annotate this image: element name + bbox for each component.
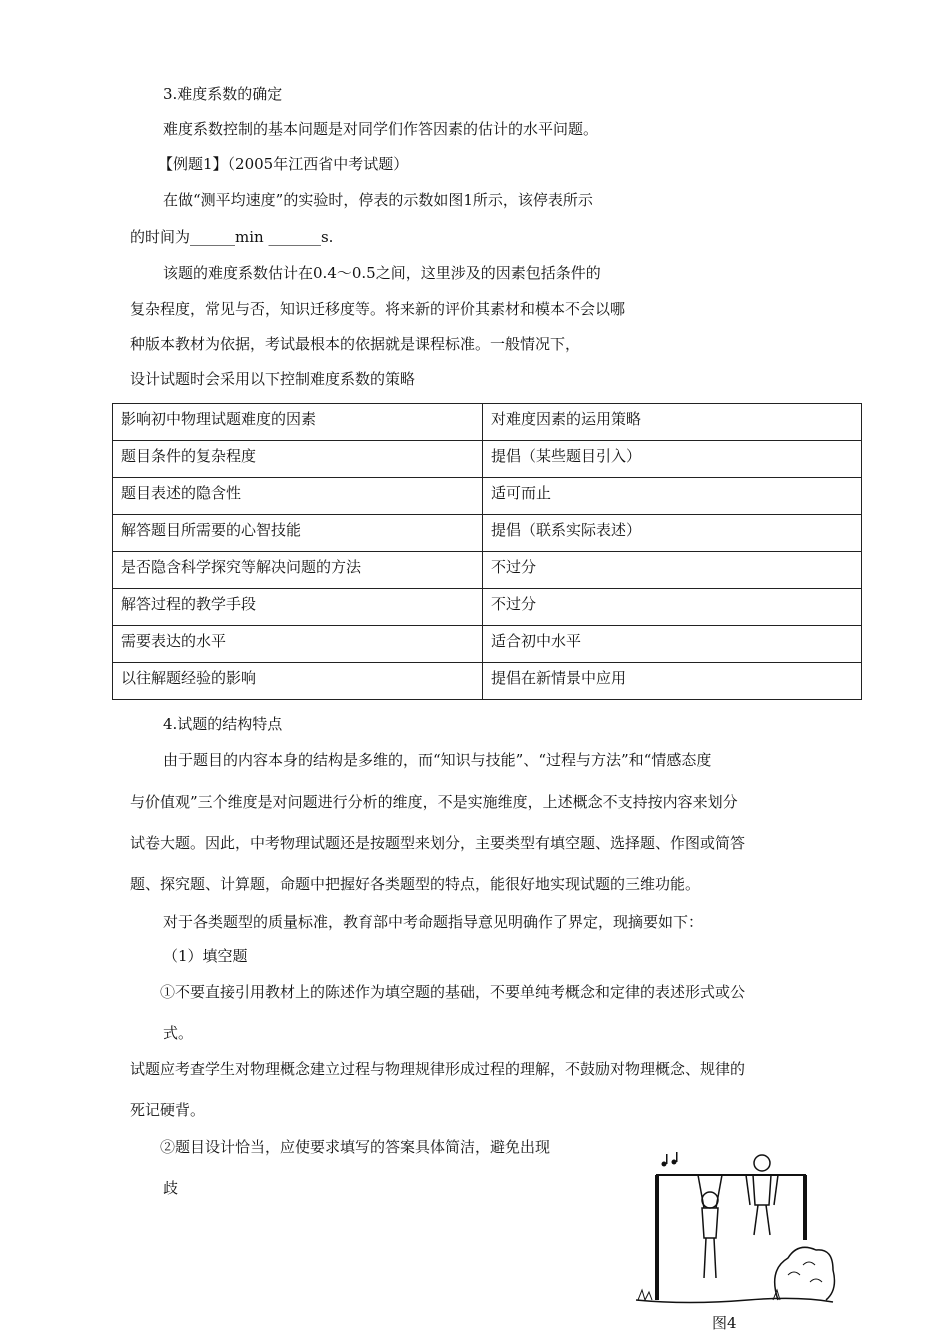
section3-heading: 3.难度系数的确定 [163, 85, 283, 103]
table-row [113, 552, 862, 589]
table-row [113, 515, 862, 552]
figure-caption: 图4 [712, 1314, 737, 1332]
analysis-line4: 设计试题时会采用以下控制难度系数的策略 [130, 370, 416, 388]
section4-para1-line4: 题、探究题、计算题，命题中把握好各类题型的特点，能很好地实现试题的三维功能。 [130, 875, 701, 893]
horizontal-bar-illustration [628, 1150, 838, 1315]
item1-line4: 死记硬背。 [130, 1101, 206, 1119]
item2-line2: 歧 [163, 1179, 179, 1197]
analysis-line1: 该题的难度系数估计在0.4～0.5之间，这里涉及的因素包括条件的 [163, 264, 601, 282]
table-cell: 提倡（联系实际表述） [483, 515, 862, 552]
item2-line1: ②题目设计恰当，应使要求填写的答案具体简洁，避免出现 [160, 1138, 551, 1156]
table-cell: 不过分 [483, 589, 862, 626]
section4-heading: 4.试题的结构特点 [163, 715, 283, 733]
table-row [113, 441, 862, 478]
table-header-cell: 影响初中物理试题难度的因素 [113, 404, 483, 441]
table-header-cell: 对难度因素的运用策略 [483, 404, 862, 441]
section4-para1-line3: 试卷大题。因此，中考物理试题还是按题型来划分，主要类型有填空题、选择题、作图或简答 [130, 834, 746, 852]
table-row [113, 478, 862, 515]
table-cell: 解答过程的教学手段 [113, 589, 483, 626]
difficulty-strategy-table [112, 403, 862, 700]
table-cell: 题目条件的复杂程度 [113, 441, 483, 478]
table-cell: 提倡在新情景中应用 [483, 663, 862, 700]
table-cell: 以往解题经验的影响 [113, 663, 483, 700]
fill-blank-subheading: （1）填空题 [163, 947, 248, 965]
table-cell: 是否隐含科学探究等解决问题的方法 [113, 552, 483, 589]
table-cell: 不过分 [483, 552, 862, 589]
section3-intro: 难度系数控制的基本问题是对同学们作答因素的估计的水平问题。 [163, 120, 599, 138]
table-row [113, 663, 862, 700]
table-cell: 解答题目所需要的心智技能 [113, 515, 483, 552]
section4-para1-line2: 与价值观”三个维度是对问题进行分析的维度，不是实施维度，上述概念不支持按内容来划分 [130, 793, 738, 811]
table-row [113, 626, 862, 663]
section4-para1-line1: 由于题目的内容本身的结构是多维的，而“知识与技能”、“过程与方法”和“情感态度 [163, 751, 712, 769]
example-question-line2: 的时间为______min _______s. [130, 228, 334, 246]
table-cell: 需要表达的水平 [113, 626, 483, 663]
item1-line3: 试题应考查学生对物理概念建立过程与物理规律形成过程的理解，不鼓励对物理概念、规律的 [130, 1060, 746, 1078]
table-row [113, 589, 862, 626]
example-question-line1: 在做“测平均速度”的实验时，停表的示数如图1所示，该停表所示 [163, 191, 593, 209]
table-cell: 适可而止 [483, 478, 862, 515]
section4-para2: 对于各类题型的质量标准，教育部中考命题指导意见明确作了界定，现摘要如下： [163, 913, 704, 931]
item1-line1: ①不要直接引用教材上的陈述作为填空题的基础，不要单纯考概念和定律的表述形式或公 [160, 983, 746, 1001]
item1-line2: 式。 [163, 1024, 194, 1042]
table-cell: 题目表述的隐含性 [113, 478, 483, 515]
analysis-line3: 种版本教材为依据，考试最根本的依据就是课程标准。一般情况下， [130, 335, 581, 353]
table-cell: 适合初中水平 [483, 626, 862, 663]
analysis-line2: 复杂程度，常见与否，知识迁移度等。将来新的评价其素材和模本不会以哪 [130, 300, 626, 318]
table-header-row [113, 404, 862, 441]
table-cell: 提倡（某些题目引入） [483, 441, 862, 478]
example-title: 【例题1】（2005年江西省中考试题） [158, 155, 409, 173]
